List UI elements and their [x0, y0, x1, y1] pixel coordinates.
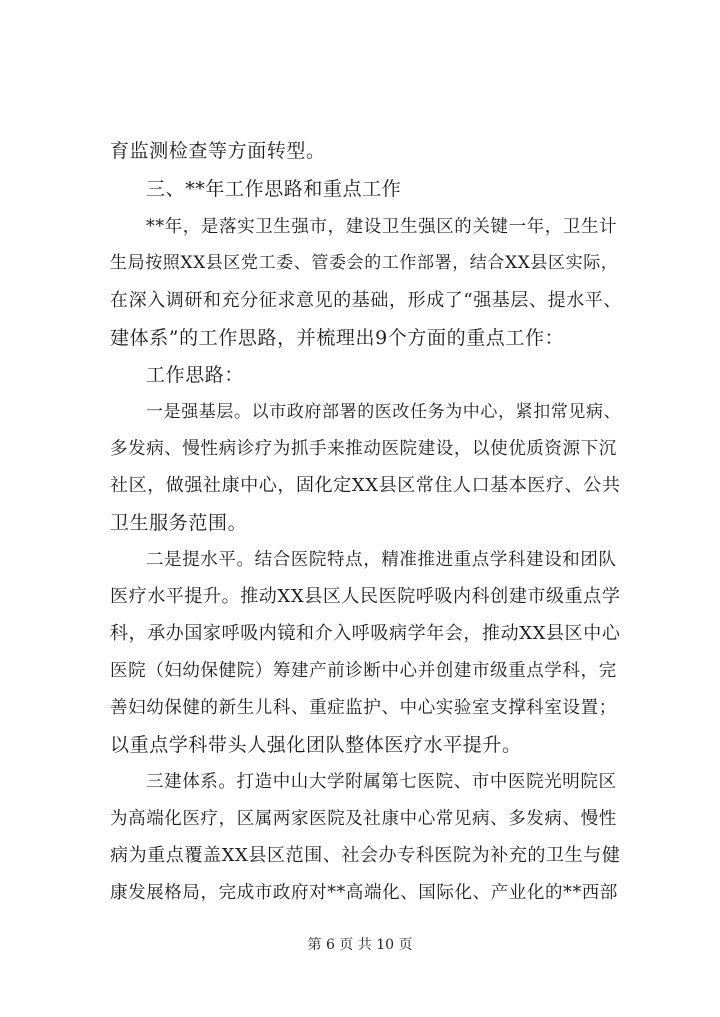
paragraph-line: 卫生服务范围。	[110, 512, 248, 534]
paragraph-line: 康发展格局，完成市政府对**高端化、国际化、产业化的**西部	[110, 883, 618, 903]
paragraph-line: **年，是落实卫生强市，建设卫生强区的关键一年，卫生计	[146, 217, 618, 237]
text-line: 育监测检查等方面转型。	[110, 140, 326, 162]
paragraph-line: 善妇幼保健的新生儿科、重症监护、中心实验室支撑科室设置；	[110, 698, 617, 718]
section-heading: 三、**年工作思路和重点工作	[146, 178, 402, 200]
paragraph-line: 多发病、慢性病诊疗为抓手来推动医院建设，以使优质资源下沉	[110, 439, 617, 459]
paragraph-line: 生局按照XX县区党工委、管委会的工作部署，结合XX县区实际，	[110, 253, 619, 273]
paragraph-line: 一是强基层。以市政府部署的医改任务为中心，紧扣常见病、	[146, 402, 622, 422]
paragraph-line: 以重点学科带头人强化团队整体医疗水平提升。	[110, 734, 522, 756]
page-number-footer: 第 6 页 共 10 页	[307, 937, 413, 953]
paragraph-line: 为高端化医疗，区属两家医院及社康中心常见病、多发病、慢性	[110, 809, 617, 829]
paragraph-line: 社区，做强社康中心，固化定XX县区常住人口基本医疗、公共	[110, 475, 621, 496]
paragraph-line: 在深入调研和充分征求意见的基础，形成了“强基层、提水平、	[110, 290, 622, 311]
paragraph-line: 病为重点覆盖XX县区范围、社会办专科医院为补充的卫生与健	[110, 845, 621, 866]
paragraph-line: 科，承办国家呼吸内镜和介入呼吸病学年会，推动XX县区中心	[110, 623, 621, 644]
paragraph-line: 医疗水平提升。推动XX县区人民医院呼吸内科创建市级重点学	[110, 586, 621, 607]
paragraph-line: 建体系”的工作思路，并梳理出9个方面的重点工作：	[110, 327, 565, 349]
paragraph-line: 工作思路：	[146, 364, 245, 386]
paragraph-line: 三建体系。打造中山大学附属第七医院、市中医院光明院区	[146, 772, 617, 792]
paragraph-line: 二是提水平。结合医院特点，精准推进重点学科建设和团队	[146, 550, 617, 570]
paragraph-line: 医院（妇幼保健院）筹建产前诊断中心并创建市级重点学科，完	[110, 661, 617, 681]
